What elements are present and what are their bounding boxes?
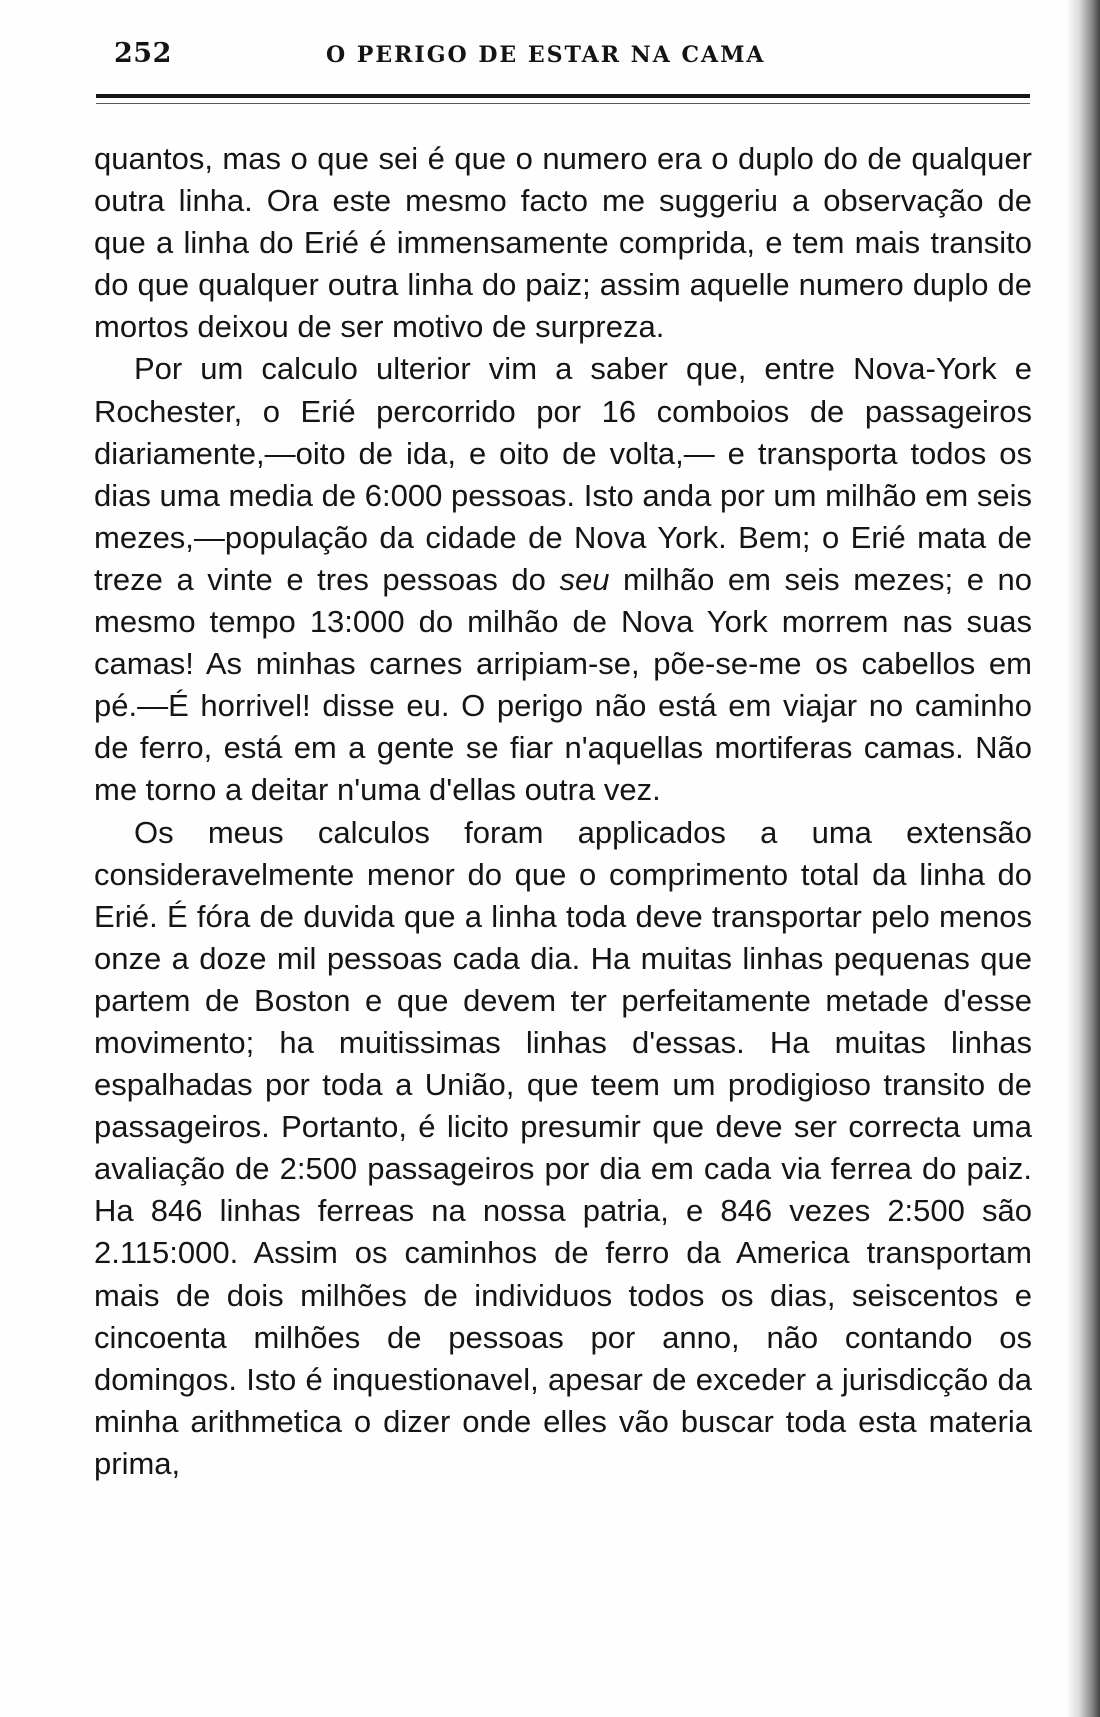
paragraph-1 <box>94 138 1032 348</box>
paragraph-2 <box>94 348 1032 811</box>
paragraph-3 <box>94 812 1032 1486</box>
scan-edge-shadow <box>1066 0 1100 1717</box>
italic-word: seu <box>559 561 610 597</box>
paragraph-text: Por um calculo ulterior vim a saber que, entre Nova-York e Rochester, o Erié percorrido por 16 comboios de passageiros diariamente,—oito de ida, e oito de volta,— e transporta todos os dias uma media de 6:000 pessoas. Isto anda por um milhão em seis mezes,—população da cidade de Nova York. Bem; o Erié mata de treze a vinte e tres pessoas do <box>94 351 1032 597</box>
page-number: 252 <box>114 38 172 69</box>
running-title: O PERIGO DE ESTAR NA CAMA <box>326 42 766 68</box>
page-header <box>96 38 1030 78</box>
body-text <box>94 138 1032 1485</box>
header-rule-thin <box>96 103 1030 104</box>
paragraph-text: milhão em seis mezes; e no mesmo tempo 13:000 do milhão de Nova York morrem nas suas camas! As minhas carnes arripiam-se, põe-se-me os cabellos em pé.—É horrivel! disse eu. O perigo não está em viajar no caminho de ferro, está em a gente se fiar n'aquellas mortiferas camas. Não me torno a deitar n'uma d'ellas outra vez. <box>94 561 1032 808</box>
paragraph-text: Os meus calculos foram applicados a uma extensão consideravelmente menor do que o comprimento total da linha do Erié. É fóra de duvida que a linha toda deve transportar pelo menos onze a doze mil pessoas cada dia. Ha muitas linhas pequenas que partem de Boston e que devem ter perfeitamente metade d'esse movimento; ha muitissimas linhas d'essas. Ha muitas linhas espalhadas por toda a União, que teem um prodigioso transito de passageiros. Portanto, é licito presumir que deve ser correcta uma avaliação de 2:500 passageiros por dia em cada via ferrea do paiz. Ha 846 linhas ferreas na nossa patria, e 846 vezes 2:500 são 2.115:000. Assim os caminhos de ferro da America transportam mais de dois milhões de individuos todos os dias, seiscentos e cincoenta milhões de pessoas por anno, não contando os domingos. Isto é inquestionavel, apesar de exceder a jurisdicção da minha arithmetica o dizer onde elles vão buscar toda esta materia prima, <box>94 814 1032 1481</box>
header-rule <box>96 94 1030 98</box>
paragraph-text: quantos, mas o que sei é que o numero era o duplo do de qualquer outra linha. Ora este mesmo facto me suggeriu a observação de que a linha do Erié é immensamente comprida, e tem mais transito do que qualquer outra linha do paiz; assim aquelle numero duplo de mortos deixou de ser motivo de surpreza. <box>94 141 1032 345</box>
